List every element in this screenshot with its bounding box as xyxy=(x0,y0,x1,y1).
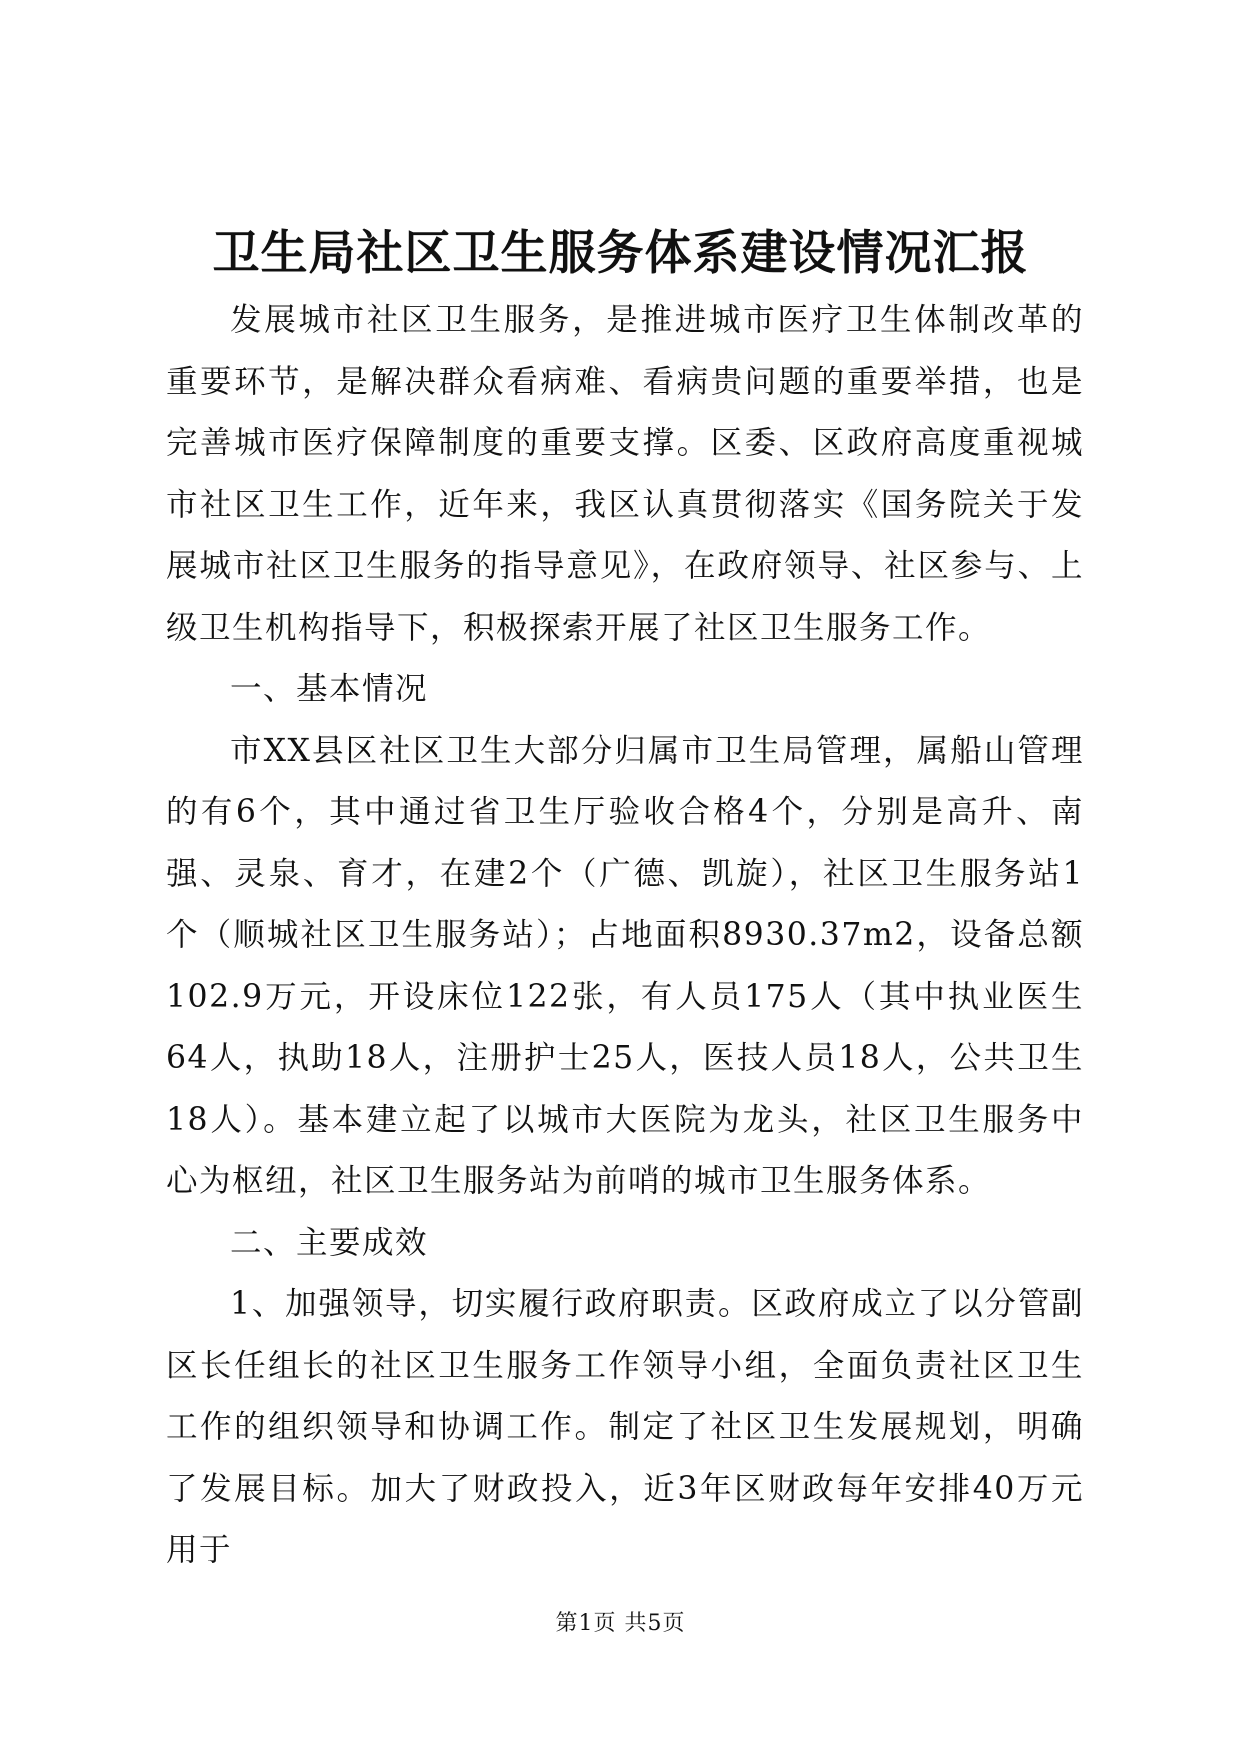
paragraph-intro: 发展城市社区卫生服务，是推进城市医疗卫生体制改革的重要环节，是解决群众看病难、看病贵问题的重要举措，也是完善城市医疗保障制度的重要支撑。区委、区政府高度重视城市社区卫生工作，近年来，我区认真贯彻落实《国务院关于发展城市社区卫生服务的指导意见》，在政府领导、社区参与、上级卫生机构指导下，积极探索开展了社区卫生服务工作。 xyxy=(166,302,1084,646)
document-title: 卫生局社区卫生服务体系建设情况汇报 xyxy=(212,226,1029,281)
paragraph-main-results-1: 1、加强领导，切实履行政府职责。区政府成立了以分管副区长任组长的社区卫生服务工作领导小组，全面负责社区卫生工作的组织领导和协调工作。制定了社区卫生发展规划，明确了发展目标。加大了财政投入，近3年区财政每年安排40万元用于 xyxy=(166,1286,1084,1568)
document-body xyxy=(166,290,1084,1582)
section-heading-main-results: 二、主要成效 xyxy=(230,1224,429,1261)
page-number-footer: 第1页 共5页 xyxy=(555,1611,686,1636)
paragraph-basic-situation: 市XX县区社区卫生大部分归属市卫生局管理，属船山管理的有6个，其中通过省卫生厅验收合格4个，分别是高升、南强、灵泉、育才，在建2个（广德、凯旋），社区卫生服务站1个（顺城社区卫生服务站）；占地面积8930.37m2，设备总额102.9万元，开设床位122张，有人员175人（其中执业医生64人，执助18人，注册护士25人，医技人员18人，公共卫生18人）。基本建立起了以城市大医院为龙头，社区卫生服务中心为枢纽，社区卫生服务站为前哨的城市卫生服务体系。 xyxy=(166,732,1084,1199)
section-heading-basic-situation: 一、基本情况 xyxy=(230,671,429,707)
